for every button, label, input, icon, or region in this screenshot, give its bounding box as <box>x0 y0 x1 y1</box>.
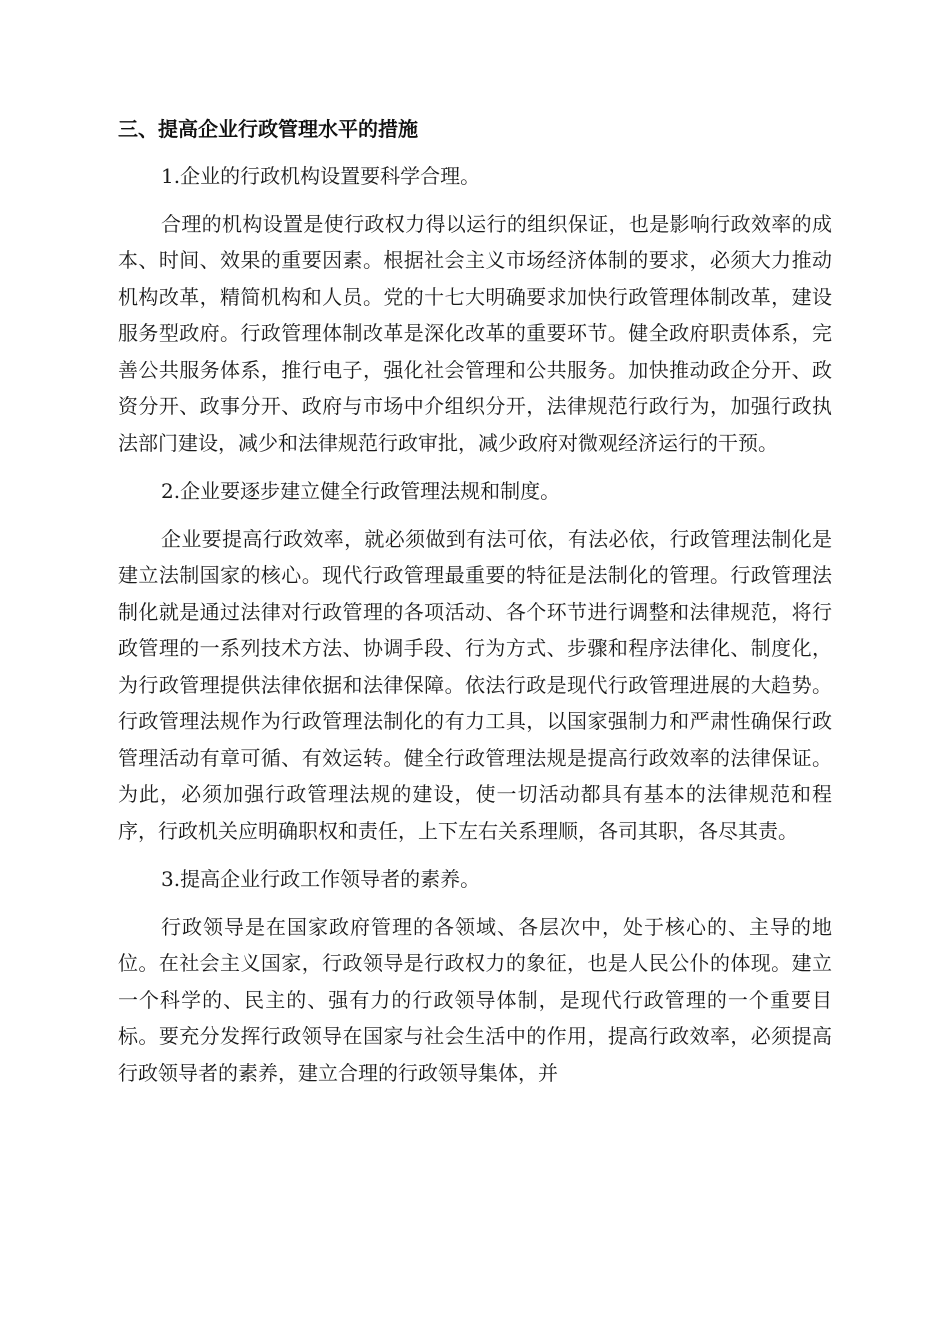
subheading-2: 2.企业要逐步建立健全行政管理法规和制度。 <box>161 479 561 503</box>
subheading-3: 3.提高企业行政工作领导者的素养。 <box>161 867 481 891</box>
section-heading: 三、提高企业行政管理水平的措施 <box>118 117 418 141</box>
paragraph-3: 行政领导是在国家政府管理的各领域、各层次中，处于核心的、主导的地位。在社会主义国家，行政领导是行政权力的象征，也是人民公仆的体现。建立一个科学的、民主的、强有力的行政领导体制，是现代行政管理的一个重要目标。要充分发挥行政领导在国家与社会生活中的作用，提高行政效率，必须提高行政领导者的素养，建立合理的行政领导集体，并 <box>118 914 832 1085</box>
paragraph-2: 企业要提高行政效率，就必须做到有法可依，有法必依，行政管理法制化是建立法制国家的核心。现代行政管理最重要的特征是法制化的管理。行政管理法制化就是通过法律对行政管理的各项活动、各个环节进行调整和法律规范，将行政管理的一系列技术方法、协调手段、行为方式、步骤和程序法律化、制度化，为行政管理提供法律依据和法律保障。依法行政是现代行政管理进展的大趋势。行政管理法规作为行政管理法制化的有力工具，以国家强制力和严肃性确保行政管理活动有章可循、有效运转。健全行政管理法规是提高行政效率的法律保证。为此，必须加强行政管理法规的建设，使一切活动都具有基本的法律规范和程序，行政机关应明确职权和责任，上下左右关系理顺，各司其职，各尽其责。 <box>118 526 832 843</box>
document-body <box>118 111 832 1103</box>
subheading-1: 1.企业的行政机构设置要科学合理。 <box>161 164 481 188</box>
paragraph-1: 合理的机构设置是使行政权力得以运行的组织保证，也是影响行政效率的成本、时间、效果的重要因素。根据社会主义市场经济体制的要求，必须大力推动机构改革，精简机构和人员。党的十七大明确要求加快行政管理体制改革，建设服务型政府。行政管理体制改革是深化改革的重要环节。健全政府职责体系，完善公共服务体系，推行电子，强化社会管理和公共服务。加快推动政企分开、政资分开、政事分开、政府与市场中介组织分开，法律规范行政行为，加强行政执法部门建设，减少和法律规范行政审批，减少政府对微观经济运行的干预。 <box>118 211 832 455</box>
